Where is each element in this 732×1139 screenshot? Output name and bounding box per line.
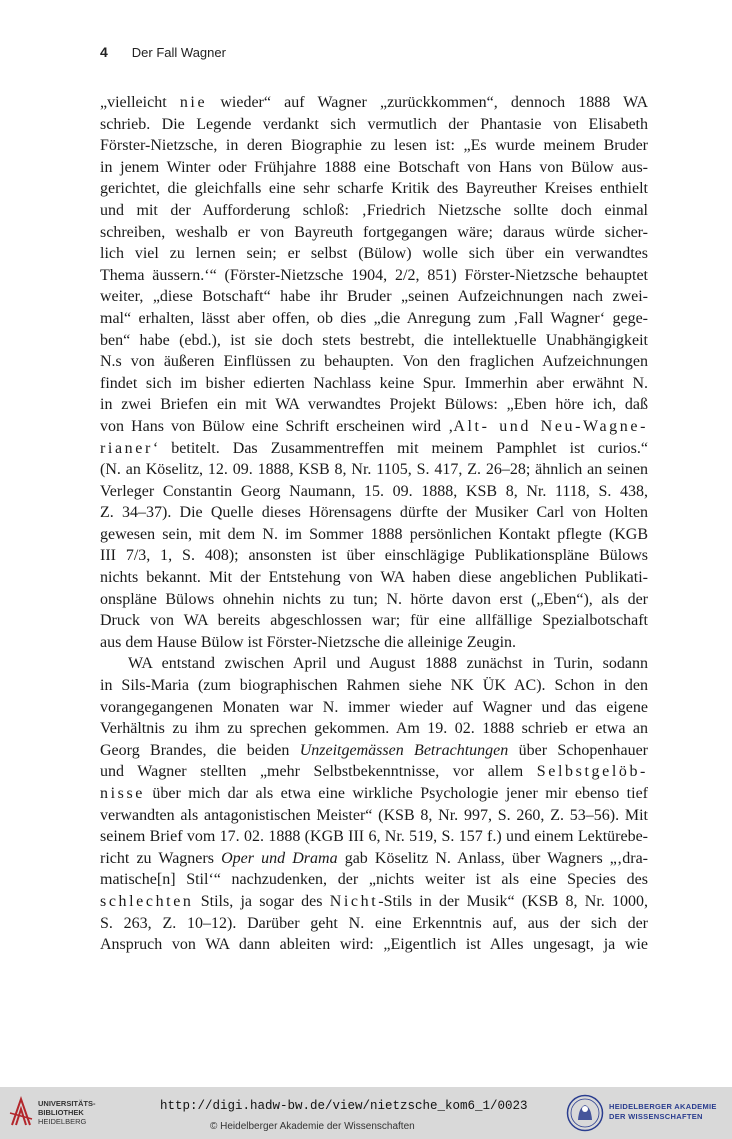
text-line xyxy=(100,934,648,956)
text-line xyxy=(100,114,648,136)
text-segment: Stils, ja sogar des xyxy=(193,892,330,910)
library-name-line-3: HEIDELBERG xyxy=(38,1117,87,1126)
text-line xyxy=(100,697,648,719)
text-line xyxy=(100,675,648,697)
footer-bar xyxy=(0,1087,732,1139)
text-segment: WA entstand zwischen April und August 1888 zunächst in Turin, sodann xyxy=(128,655,648,673)
text-segment: Verhältnis zu ihm zu sprechen gekommen. Am 19. 02. 1888 schrieb er etwa an xyxy=(100,720,648,738)
text-line xyxy=(100,416,648,438)
text-line xyxy=(100,524,648,546)
text-segment: von Hans von Bülow eine Schrift erscheinen wird ‚ xyxy=(100,417,454,435)
text-line xyxy=(100,913,648,935)
academy-name-line-2: DER WISSENSCHAFTEN xyxy=(609,1111,703,1121)
text-segment: gerichtet, die gleichfalls eine sehr scharfe Kritik des Bayreuther Kreises enthielt xyxy=(100,180,648,198)
text-line xyxy=(100,826,648,848)
text-segment: mal“ erhalten, lässt aber offen, ob dies „die Anregung zum ‚Fall Wagner‘ gege- xyxy=(100,309,648,327)
text-segment: onspläne Bülows ohnehin nichts zu tun; N. hörte davon erst („Eben“), als der xyxy=(100,590,648,608)
text-segment: nichts bekannt. Mit der Entstehung von WA haben diese angeblichen Publikati- xyxy=(100,569,648,587)
text-segment: gewesen sein, mit dem N. im Sommer 1888 persönlichen Kontakt pflegte (KGB xyxy=(100,525,648,543)
page-number: 4 xyxy=(100,44,108,60)
text-line xyxy=(100,438,648,460)
text-segment: (N. an Köselitz, 12. 09. 1888, KSB 8, Nr. 1105, S. 417, Z. 26–28; ähnlich an seinen xyxy=(100,461,648,479)
academy-name xyxy=(609,1102,717,1121)
text-segment: richt zu Wagners xyxy=(100,849,222,867)
text-line xyxy=(100,502,648,524)
italic-title: Oper und Drama xyxy=(221,849,338,867)
text-segment: vorangegangenen Monaten war N. immer wieder auf Wagner und das eigene xyxy=(100,698,648,716)
text-segment: N.s von äußeren Einflüssen zu behaupten. Von den fraglichen Aufzeichnungen xyxy=(100,353,648,371)
text-segment: und Wagner stellten „mehr Selbstbekenntnisse, vor allem xyxy=(100,763,537,781)
text-line xyxy=(100,805,648,827)
spaced-emphasis: Selbstgelöb- xyxy=(536,763,648,781)
text-line xyxy=(100,761,648,783)
text-line xyxy=(100,459,648,481)
text-line xyxy=(100,286,648,308)
text-line xyxy=(100,783,648,805)
spaced-emphasis: nie xyxy=(179,94,208,111)
text-segment: aus dem Hause Bülow ist Förster-Nietzsche die alleinige Zeugin. xyxy=(100,633,517,651)
text-line xyxy=(100,394,648,416)
text-segment: matische[n] Stil‘“ nachzudenken, der „nichts weiter ist als eine Species des xyxy=(100,871,648,889)
text-segment: S. 263, Z. 10–12). Darüber geht N. eine Erkenntnis auf, aus der sich der xyxy=(100,914,648,932)
source-url-link[interactable]: http://digi.hadw-bw.de/view/nietzsche_kom6_1/0023 xyxy=(160,1099,528,1113)
text-segment: -Stils in der Musik“ (KSB 8, Nr. 1000, xyxy=(378,892,648,910)
text-segment: gab Köselitz N. Anlass, über Wagners „‚dra- xyxy=(337,849,648,867)
text-segment: und mit der Aufforderung schloß: ‚Friedrich Nietzsche sollte doch einmal xyxy=(100,201,648,219)
text-line xyxy=(100,869,648,891)
text-segment: in jenem Winter oder Frühjahre 1888 eine Botschaft von Hans von Bülow aus- xyxy=(100,158,648,176)
italic-title: Unzeitgemässen Betrachtungen xyxy=(299,741,509,759)
text-segment: schrieb. Die Legende verdankt sich vermutlich der Phantasie von Elisabeth xyxy=(100,115,648,133)
spaced-emphasis: nisse xyxy=(100,785,145,802)
text-segment: III 7/3, 1, S. 408); ansonsten ist über einschlägige Publikationspläne Bülows xyxy=(100,547,648,565)
university-library-logo-icon xyxy=(8,1095,34,1129)
text-line xyxy=(100,718,648,740)
text-line xyxy=(100,891,648,913)
text-segment: Verleger Constantin Georg Naumann, 15. 09. 1888, KSB 8, Nr. 1118, S. 438, xyxy=(100,482,648,500)
text-line xyxy=(100,178,648,200)
text-segment: schreiben, weshalb er von Bayreuth fortgegangen wäre; daraus würde sicher- xyxy=(100,223,648,241)
body-text xyxy=(100,92,648,956)
text-segment: ‘ betitelt. Das Zusammentreffen mit meinem Pamphlet ist curios.“ xyxy=(152,439,648,457)
copyright-notice: © Heidelberger Akademie der Wissenschaften xyxy=(210,1121,415,1132)
text-line xyxy=(100,610,648,632)
text-segment: findet sich im bisher edierten Nachlass keine Spur. Immerhin aber erwähnt N. xyxy=(100,374,648,392)
text-segment: über mich dar als etwa eine wirkliche Psychologie jener mir ebenso tief xyxy=(145,785,648,802)
text-line xyxy=(100,222,648,244)
library-name xyxy=(38,1099,96,1126)
text-segment: in Sils-Maria (zum biographischen Rahmen siehe NK ÜK AC). Schon in den xyxy=(100,677,648,695)
spaced-emphasis: Nicht xyxy=(329,892,379,910)
text-line xyxy=(100,589,648,611)
text-line xyxy=(100,330,648,352)
spaced-emphasis: rianer xyxy=(100,439,153,457)
text-line xyxy=(100,848,648,870)
text-segment: ben“ habe (ebd.), ist sie doch stets bestrebt, die intellektuelle Unabhängigkeit xyxy=(100,331,648,349)
text-segment: in zwei Briefen ein mit WA verwandtes Projekt Bülows: „Eben höre ich, daß xyxy=(100,396,648,414)
text-line xyxy=(100,135,648,157)
spaced-emphasis: schlechten xyxy=(100,892,194,910)
text-segment: weiter, „diese Botschaft“ habe ihr Bruder „seinen Aufzeichnungen nach zwei- xyxy=(100,288,648,306)
spaced-emphasis: Alt- und Neu-Wagne- xyxy=(453,417,649,435)
text-line xyxy=(100,157,648,179)
text-segment: Anspruch von WA dann ableiten wird: „Eigentlich ist Alles ungesagt, ja wie xyxy=(100,936,648,954)
text-line xyxy=(100,567,648,589)
academy-name-line-1: HEIDELBERGER AKADEMIE xyxy=(609,1102,717,1111)
library-name-line-1: UNIVERSITÄTS- xyxy=(38,1099,96,1108)
text-segment: Druck von WA bereits abgeschlossen war; für eine allfällige Spezialbotschaft xyxy=(100,612,648,630)
running-title: Der Fall Wagner xyxy=(131,45,226,60)
text-line xyxy=(100,243,648,265)
text-segment: „vielleicht xyxy=(100,94,180,111)
text-segment: Georg Brandes, die beiden xyxy=(100,741,300,759)
text-line xyxy=(100,653,648,675)
text-line xyxy=(100,351,648,373)
text-line xyxy=(100,265,648,287)
text-segment: Z. 34–37). Die Quelle dieses Hörensagens dürfte der Musiker Carl von Holten xyxy=(100,504,648,522)
text-segment: verwandten als antagonistischen Meister“ (KSB 8, Nr. 997, S. 260, Z. 53–56). Mit xyxy=(100,806,648,824)
library-name-line-2: BIBLIOTHEK xyxy=(38,1108,84,1117)
text-segment: seinem Brief vom 17. 02. 1888 (KGB III 6, Nr. 519, S. 157 f.) und einem Lektürebe- xyxy=(100,828,648,846)
text-line xyxy=(100,308,648,330)
text-line xyxy=(100,200,648,222)
academy-seal-icon xyxy=(566,1094,604,1132)
text-line xyxy=(100,373,648,395)
text-segment: Thema äussern.‘“ (Förster-Nietzsche 1904, 2/2, 851) Förster-Nietzsche behauptet xyxy=(100,266,648,284)
text-segment: wieder“ auf Wagner „zurückkommen“, dennoch 1888 WA xyxy=(207,94,648,111)
running-head xyxy=(100,44,226,60)
text-segment: lich viel zu lernen sein; er selbst (Bülow) wolle sich über ein verwandtes xyxy=(100,245,648,263)
text-line xyxy=(100,481,648,503)
text-line xyxy=(100,632,648,654)
text-segment: über Schopenhauer xyxy=(508,741,649,759)
text-line xyxy=(100,545,648,567)
text-line xyxy=(100,92,648,114)
text-segment: Förster-Nietzsche, in deren Biographie zu lesen ist: „Es wurde meinem Bruder xyxy=(100,137,648,155)
text-line xyxy=(100,740,648,762)
